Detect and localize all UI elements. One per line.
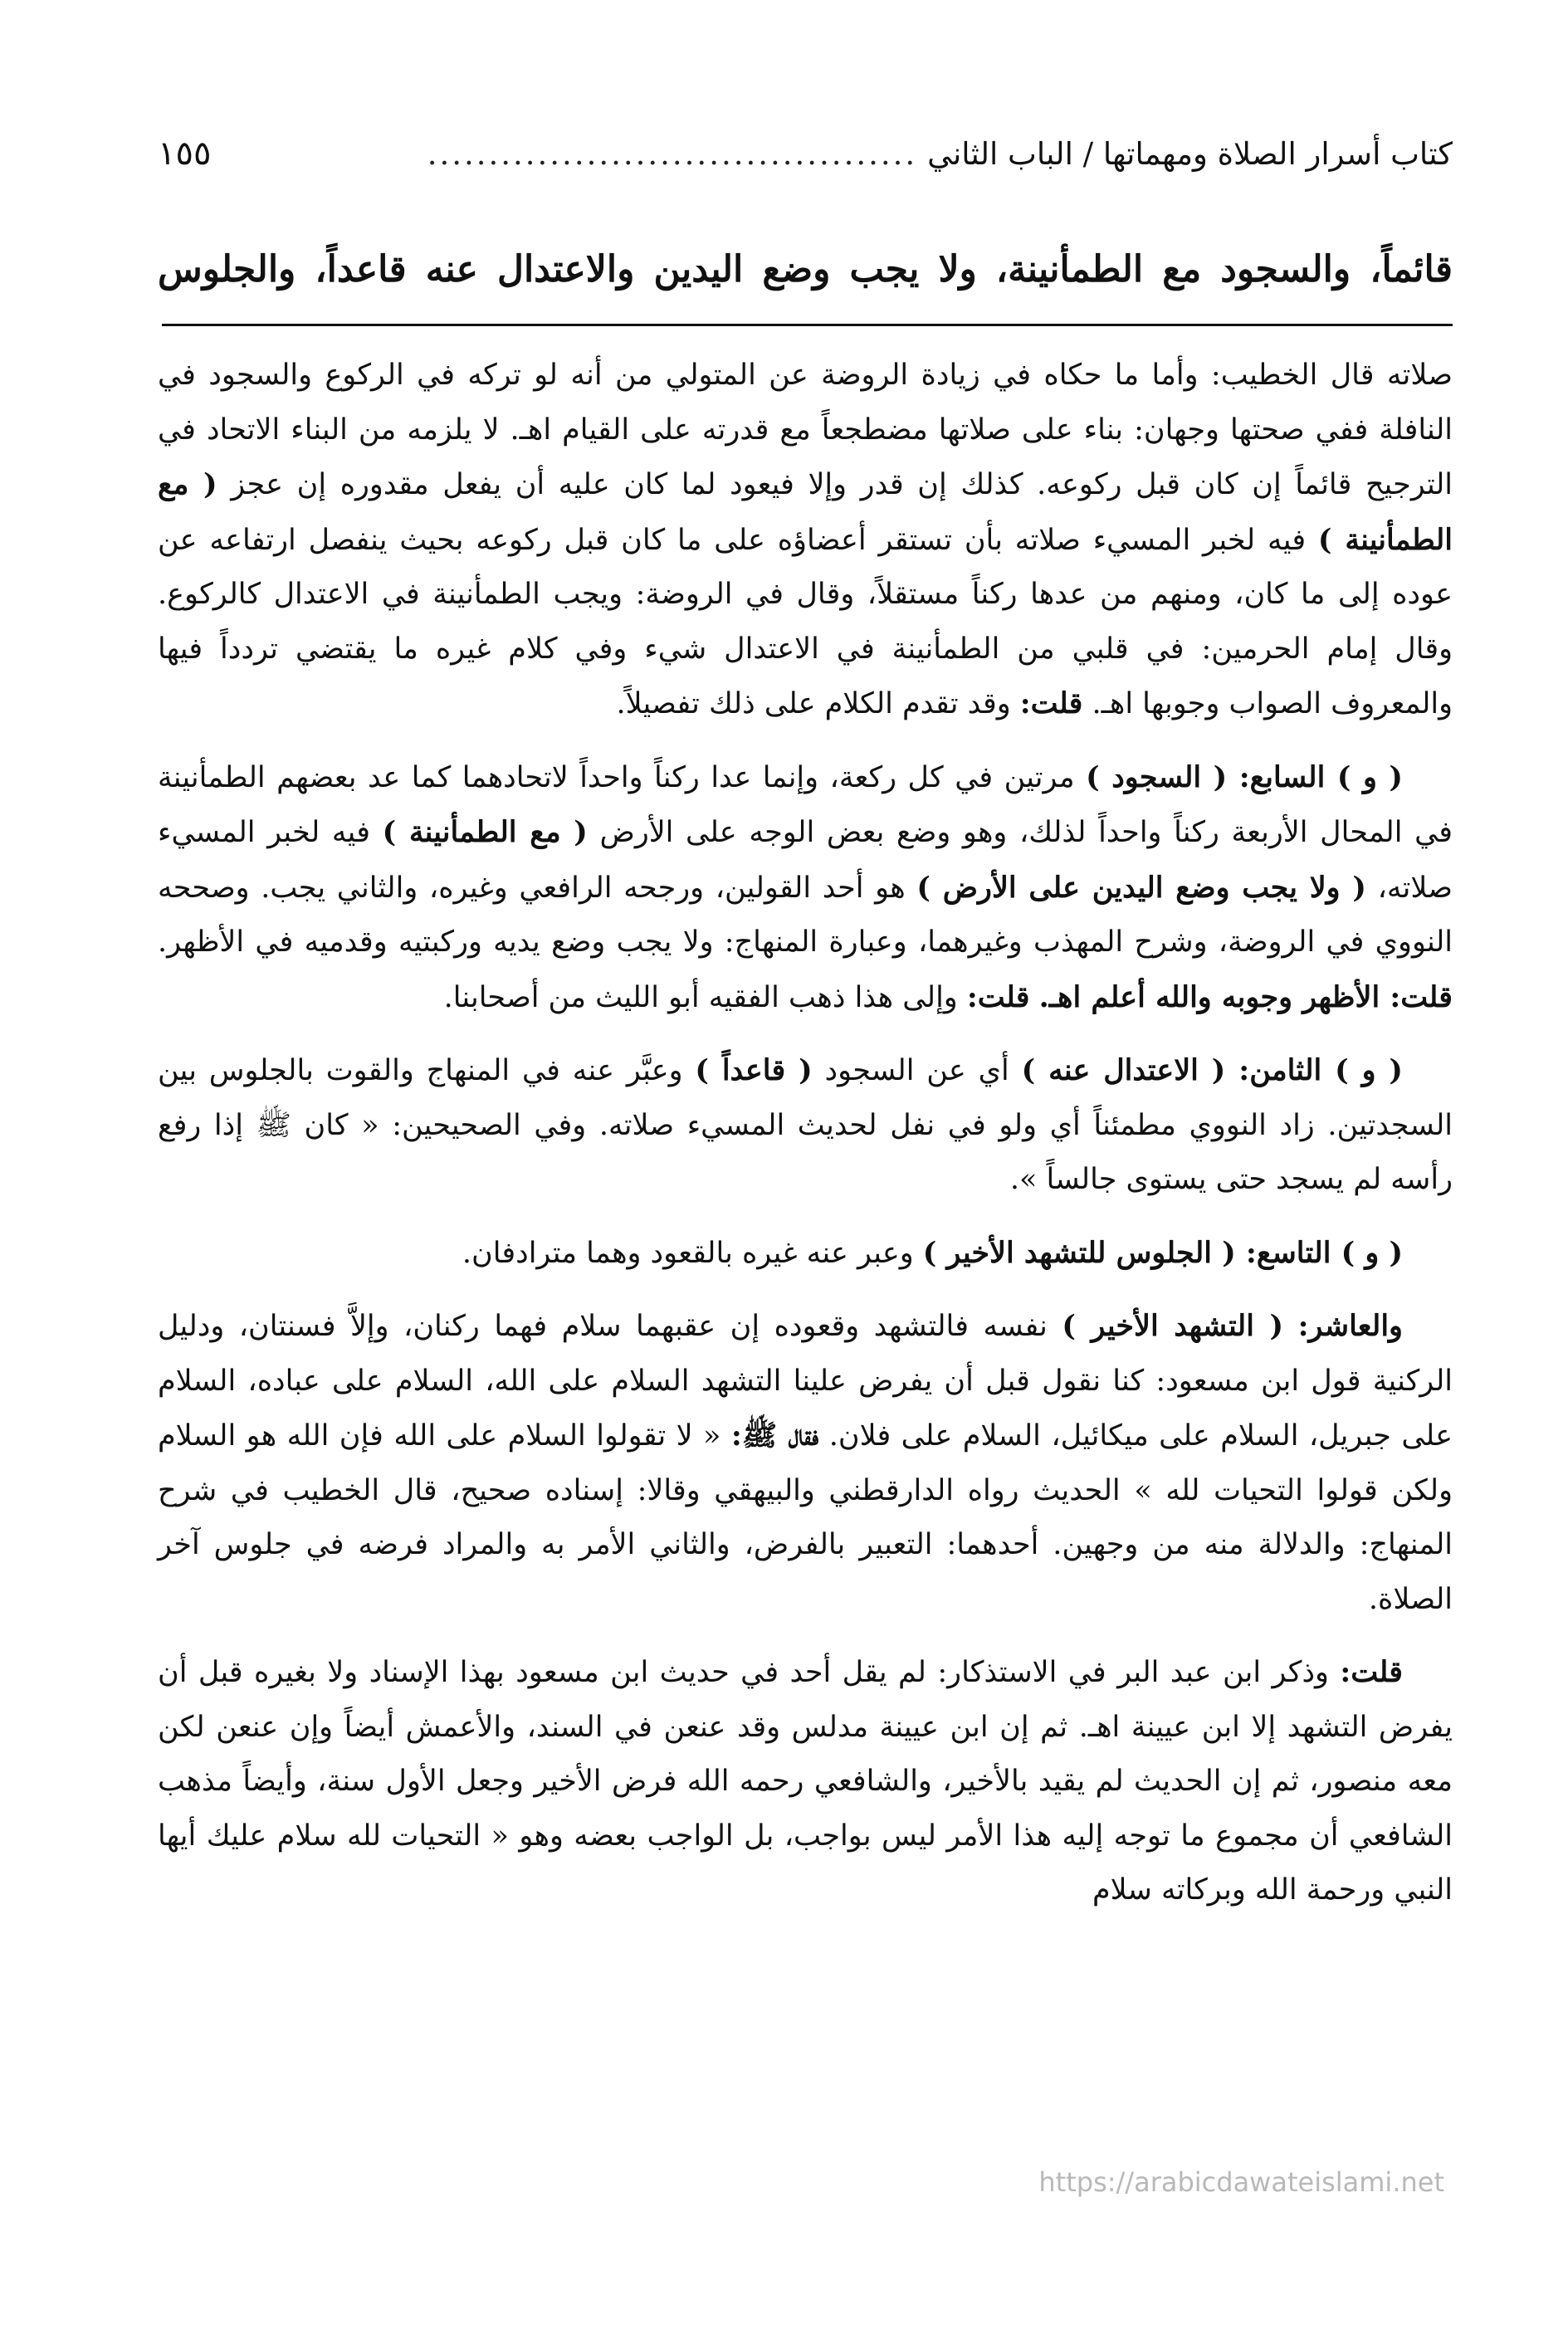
text-run: هو أحد القولين، ورجحه الرافعي وغيره، والثاني يجب. وصححه النووي في الروضة، وشرح المهذب وغيرهما، وعبارة المنهاج: ولا يجب وضع يديه وركبتيه وقدميه في الأظهر. xyxy=(158,871,1453,959)
header-title: كتاب أسرار الصلاة ومهماتها / الباب الثاني xyxy=(927,135,1453,172)
bold-run: فقال ﷺ: xyxy=(730,1419,819,1453)
commentary-paragraph-5 xyxy=(158,1299,1453,1627)
running-header xyxy=(158,125,1453,183)
text-run: وذكر ابن عبد البر في الاستذكار: لم يقل أحد في حديث ابن مسعود بهذا الإسناد ولا بغيره قبل أن يفرض التشهد إلا ابن عيينة اهـ. ثم إن ابن عيينة مدلس وقد عنعن في السند، والأعمش أيضاً وإن عنعن لكن معه منصور، ثم إن الحديث لم يقيد بالأخير، والشافعي رحمه الله فرض الأخير وجعل الأول سنة، وأيضاً مذهب الشافعي أن مجموع ما توجه إليه هذا الأمر ليس بواجب، بل الواجب بعضه وهو « التحيات لله سلام عليك أيها النبي ورحمة الله وبركاته سلام xyxy=(158,1656,1453,1907)
text-run: وقد تقدم الكلام على ذلك تفصيلاً. xyxy=(616,687,1011,720)
text-run: وإلى هذا ذهب الفقيه أبو الليث من أصحابنا. xyxy=(443,980,958,1014)
text-run: فيه لخبر المسيء صلاته، xyxy=(158,816,1453,905)
text-run: وعبَّر عنه في المنهاج والقوت بالجلوس بين السجدتين. زاد النووي مطمئناً أي ولو في نفل لحديث المسيء صلاته. وفي الصحيحين: « كان ﷺ إذا رفع رأسه لم يسجد حتى يستوى جالساً ». xyxy=(158,1054,1453,1196)
separator-line xyxy=(162,324,1453,326)
commentary-paragraph-2 xyxy=(158,750,1453,1026)
watermark-url: https://arabicdawateislami.net xyxy=(1038,2166,1444,2198)
bold-run: قلت: xyxy=(966,979,1030,1014)
bold-run: ( قاعداً ) xyxy=(695,1053,813,1087)
text-run: « لا تقولوا السلام على الله فإن الله هو السلام ولكن قولوا التحيات لله » الحديث رواه الدارقطني والبيهقي وقالا: إسناده صحيح، قال الخطيب في شرح المنهاج: والدلالة منه من وجهين. أحدهما: التعبير بالفرض، والثاني الأمر به والمراد فرضه في جلوس آخر الصلاة. xyxy=(158,1419,1453,1616)
header-leader-dots: ........................................ xyxy=(427,135,918,172)
page-number: ١٥٥ xyxy=(158,134,212,173)
main-text-line: قائماً، والسجود مع الطمأنينة، ولا يجب وضع اليدين والاعتدال عنه قاعداً، والجلوس xyxy=(158,248,1453,291)
text-run: فيه لخبر المسيء صلاته بأن تستقر أعضاؤه على ما كان قبل ركوعه بحيث ينفصل ارتفاعه عن عوده إلى ما كان، ومنهم من عدها ركناً مستقلاً، وقال في الروضة: ويجب الطمأنينة في الاعتدال كالركوع. وقال إمام الحرمين: في قلبي من الطمأنينة في الاعتدال شيء وفي كلام غيره ما يقتضي تردداً فيها والمعروف الصواب وجوبها اهـ. xyxy=(158,523,1453,720)
commentary-paragraph-3 xyxy=(158,1043,1453,1208)
text-run: وعبر عنه غيره بالقعود وهما مترادفان. xyxy=(462,1236,914,1270)
text-run: صلاته قال الخطيب: وأما ما حكاه في زيادة الروضة عن المتولي من أنه لو تركه في الركوع والسجود في النافلة ففي صحتها وجهان: بناء على صلاتها مضطجعاً مع قدرته على القيام اهـ. لا يلزمه من البناء الاتحاد في الترجيح قائماً إن كان قبل ركوعه. كذلك إن قدر وإلا فيعود لما كان عليه أن يفعل مقدوره إن عجز xyxy=(158,359,1453,501)
commentary-paragraph-1 xyxy=(158,349,1453,732)
bold-run: قلت: الأظهر وجوبه والله أعلم اهـ. xyxy=(1038,979,1453,1014)
commentary-paragraph-4 xyxy=(158,1226,1453,1282)
bold-run: ( مع الطمأنينة ) xyxy=(158,467,1453,557)
bold-run: قلت: xyxy=(1340,1655,1403,1689)
bold-run: قلت: xyxy=(1019,686,1083,720)
bold-run: ( التشهد الأخير ) xyxy=(1062,1309,1284,1343)
text-run: نفسه فالتشهد وقعوده إن عقبهما سلام فهما ركنان، وإلاَّ فسنتان، ودليل الركنية قول ابن مسعود: كنا نقول قبل أن يفرض علينا التشهد السلام على الله، السلام على عباده، السلام على جبريل، السلام على ميكائيل، السلام على فلان. xyxy=(158,1310,1453,1453)
commentary xyxy=(158,349,1453,1936)
bold-run: ( و ) التاسع: ( الجلوس للتشهد الأخير ) xyxy=(922,1235,1403,1270)
bold-run: ( ولا يجب وضع اليدين على الأرض ) xyxy=(916,870,1366,905)
bold-run: ( مع الطمأنينة ) xyxy=(382,815,588,849)
bold-run: ( و ) الثامن: ( الاعتدال عنه ) xyxy=(1021,1053,1403,1087)
text-run: مرتين في كل ركعة، وإنما عدا ركناً واحداً لاتحادهما كما عد بعضهم الطمأنينة في المحال الأربعة ركناً واحداً لذلك، وهو وضع بعض الوجه على الأرض xyxy=(158,760,1453,849)
text-run: أي عن السجود xyxy=(824,1054,1009,1087)
bold-run: والعاشر: xyxy=(1297,1309,1403,1343)
commentary-paragraph-6 xyxy=(158,1645,1453,1918)
bold-run: ( و ) السابع: ( السجود ) xyxy=(1086,759,1403,794)
